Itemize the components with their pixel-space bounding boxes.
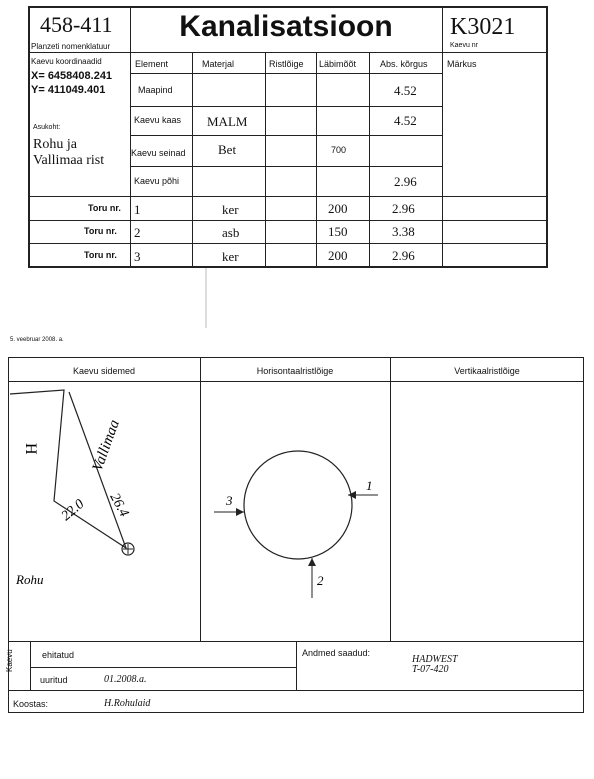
footer-side-label: Kaevu bbox=[5, 649, 14, 672]
coordinates-label: Kaevu koordinaadid bbox=[31, 57, 102, 66]
address-label: Asukoht: bbox=[33, 124, 61, 131]
pipe-label: Toru nr. bbox=[84, 226, 117, 236]
sketch-header-horizontal: Horisontaalristlõige bbox=[256, 366, 334, 376]
row-material: Bet bbox=[218, 142, 237, 157]
pipe-material: ker bbox=[222, 202, 239, 217]
pipe-diameter: 150 bbox=[328, 224, 348, 239]
pipe-number: 3 bbox=[134, 249, 141, 264]
street-label-rohu: Rohu bbox=[16, 572, 44, 587]
pipe-abs-height: 2.96 bbox=[392, 248, 415, 263]
data-source-label: Andmed saadud: bbox=[302, 648, 371, 658]
surveyed-value: 01.2008.a. bbox=[104, 674, 147, 685]
row-element: Kaevu kaas bbox=[134, 115, 182, 125]
pipe-number: 2 bbox=[134, 225, 141, 240]
pipe-abs-height: 3.38 bbox=[392, 224, 415, 239]
well-section-circle bbox=[244, 451, 352, 559]
surveyed-label: uuritud bbox=[40, 675, 68, 685]
address-line-1: Rohu ja bbox=[33, 137, 77, 152]
row-abs-height: 2.96 bbox=[394, 174, 417, 189]
row-material: MALM bbox=[207, 114, 248, 129]
col-header-element: Element bbox=[135, 59, 169, 69]
pipe-number: 1 bbox=[134, 202, 141, 217]
pipe-diameter: 200 bbox=[328, 248, 348, 263]
pipe-2-label: 2 bbox=[317, 573, 324, 588]
page-title: Kanalisatsioon bbox=[179, 10, 393, 43]
col-header-remark: Märkus bbox=[447, 59, 477, 69]
row-diameter: 700 bbox=[331, 145, 347, 155]
distance-a: 26.4 bbox=[106, 490, 132, 520]
pipe-material: asb bbox=[222, 225, 240, 240]
sketch-header-vertical: Vertikaalristlõige bbox=[454, 366, 520, 376]
pipe-abs-height: 2.96 bbox=[392, 201, 415, 216]
col-header-abs-height: Abs. kõrgus bbox=[380, 59, 428, 69]
coordinate-y: Y= 411049.401 bbox=[31, 84, 106, 96]
pipe-3-label: 3 bbox=[226, 493, 233, 508]
data-source-value-1: HADWEST bbox=[412, 654, 458, 665]
pipe-label: Toru nr. bbox=[88, 203, 121, 213]
well-number-label: Kaevu nr bbox=[450, 42, 479, 49]
compiled-value: H.Rohulaid bbox=[104, 698, 151, 709]
row-element: Kaevu seinad bbox=[131, 148, 186, 158]
street-label-vallimaa: Vallimaa bbox=[89, 417, 124, 474]
well-number: K3021 bbox=[450, 14, 516, 40]
row-abs-height: 4.52 bbox=[394, 113, 417, 128]
address-line-2: Vallimaa rist bbox=[33, 153, 105, 168]
sketch-header-ties: Kaevu sidemed bbox=[72, 366, 136, 376]
built-label: ehitatud bbox=[42, 650, 75, 660]
pipe-material: ker bbox=[222, 249, 239, 264]
coordinate-x: X= 6458408.241 bbox=[31, 70, 113, 82]
pipe-diameter: 200 bbox=[328, 201, 348, 216]
nomenclature-number: 458-411 bbox=[40, 12, 113, 37]
compiled-label: Koostas: bbox=[13, 699, 49, 709]
tie-mark: H bbox=[22, 443, 39, 455]
data-source-value-2: T-07-420 bbox=[412, 664, 449, 675]
col-header-cross-section: Ristlõige bbox=[269, 59, 304, 69]
row-abs-height: 4.52 bbox=[394, 83, 417, 98]
date-stamp: 5. veebruar 2008. a. bbox=[10, 337, 64, 343]
nomenclature-label: Planzeti nomenklatuur bbox=[31, 42, 111, 51]
row-element: Maapind bbox=[138, 85, 173, 95]
col-header-material: Materjal bbox=[202, 59, 235, 69]
row-element: Kaevu põhi bbox=[134, 176, 180, 186]
pipe-label: Toru nr. bbox=[84, 250, 117, 260]
col-header-diameter: Läbimõõt bbox=[319, 59, 357, 69]
distance-b: 22.0 bbox=[58, 496, 88, 525]
pipe-1-label: 1 bbox=[366, 478, 373, 493]
